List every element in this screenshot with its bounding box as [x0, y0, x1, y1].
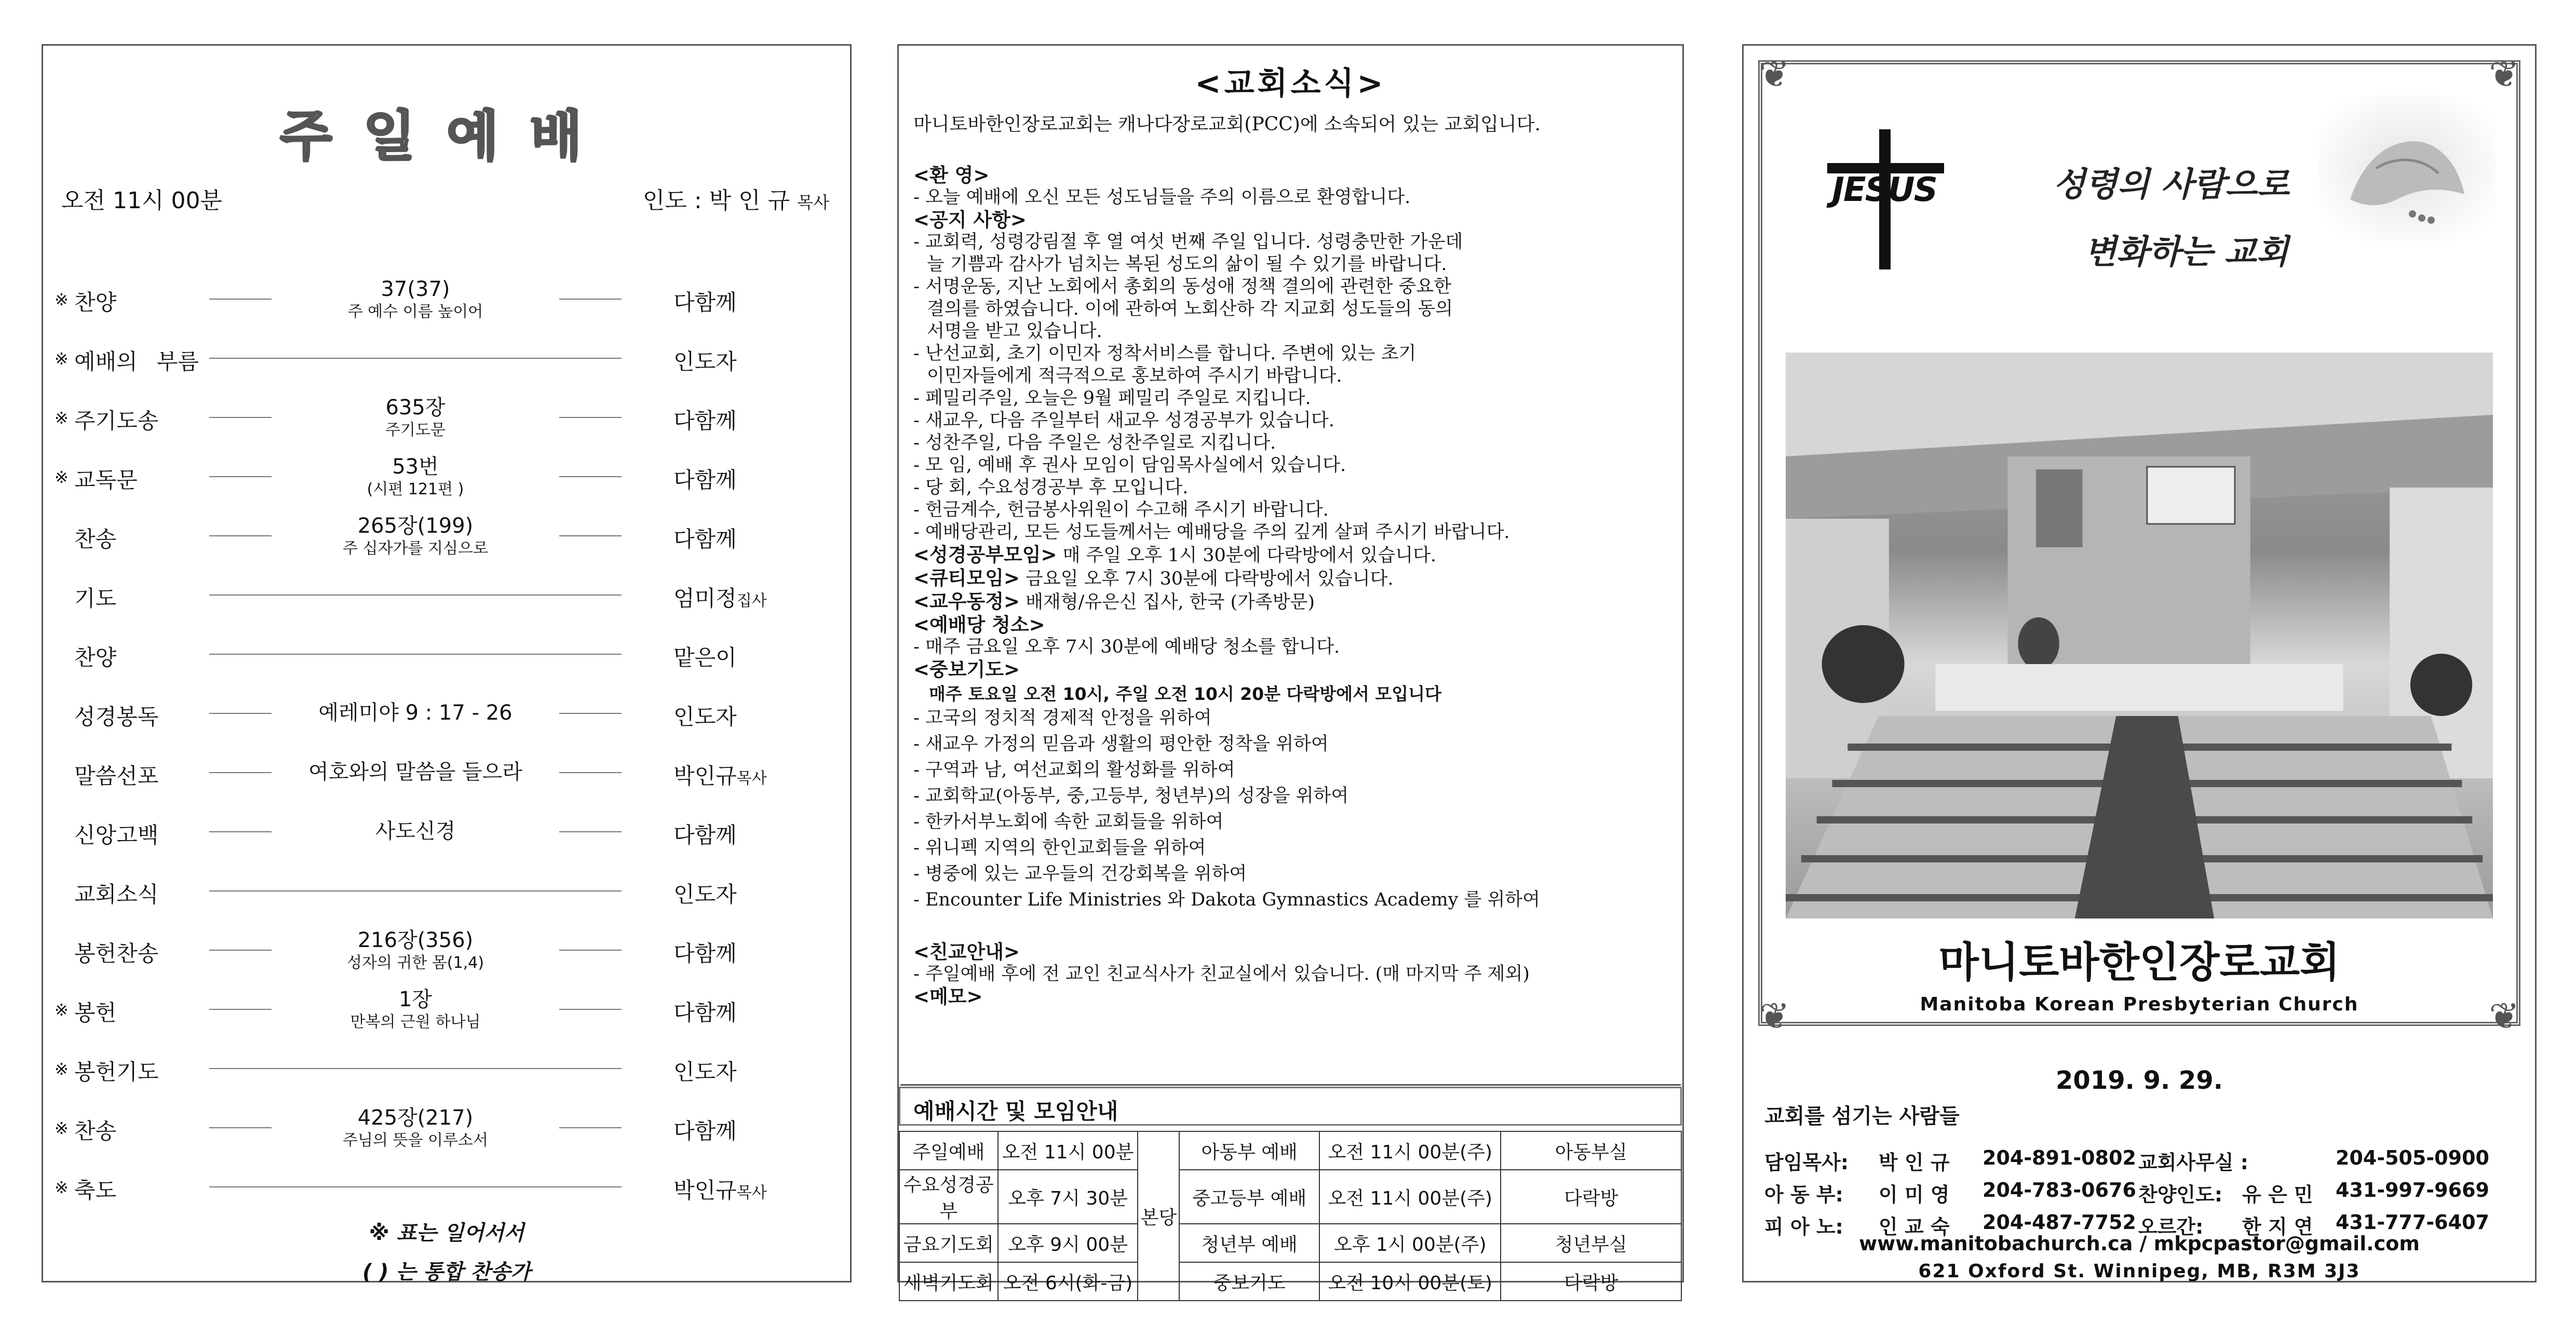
order-item-name: 찬송 — [74, 1118, 117, 1144]
corner-ornament-icon: ❦ — [2489, 53, 2519, 96]
notice-item: - 난선교회, 초기 이민자 정착서비스를 합니다. 주변에 있는 초기 — [913, 343, 1417, 364]
order-item-main: 여호와의 말씀을 들으라 — [308, 760, 522, 784]
standing-mark: ※ — [55, 290, 69, 309]
order-row — [43, 333, 850, 385]
leader-line — [559, 299, 622, 300]
cleaning-heading: <예배당 청소> — [913, 614, 1045, 636]
order-item-sub: 주기도문 — [385, 421, 446, 439]
order-item-name: 교독문 — [74, 467, 138, 493]
schedule-table — [899, 1131, 1682, 1301]
schedule-row — [899, 1224, 1681, 1262]
slogan-line-1: 성령의 사람으로 — [2053, 166, 2290, 204]
order-item-detail — [272, 809, 559, 844]
worship-leader-title: 목사 — [797, 193, 829, 212]
order-item-name: 예배의 부름 — [74, 349, 199, 374]
standing-mark: ※ — [55, 349, 69, 369]
member-heading: <교우동정> — [913, 590, 1020, 613]
meeting-time: 오후 1시 00분(주) — [1319, 1224, 1501, 1262]
order-item-main: 1장 — [398, 988, 433, 1011]
staff-role: 교회사무실 : — [2138, 1151, 2248, 1174]
staff-role: 찬양인도: — [2138, 1183, 2223, 1206]
schedule-row — [899, 1170, 1681, 1224]
leader-line — [559, 831, 622, 832]
notice-item: 서명을 받고 있습니다. — [927, 321, 1102, 342]
qt-meeting — [913, 567, 1670, 590]
order-item-detail — [272, 513, 559, 559]
order-item-detail — [272, 691, 559, 726]
leader-line — [209, 1068, 622, 1069]
order-item-sub: 성자의 귀한 몸(1,4) — [346, 954, 484, 972]
staff-name: 한 지 연 — [2242, 1215, 2313, 1238]
person-name: 다함께 — [673, 1118, 737, 1144]
order-item-name: 찬송 — [74, 526, 117, 552]
leader-line — [209, 417, 272, 418]
person-name: 다함께 — [673, 290, 737, 315]
leader-line — [209, 950, 272, 951]
corner-ornament-icon: ❦ — [1759, 53, 1790, 96]
staff-name: 인 교 숙 — [1879, 1215, 1950, 1238]
prayer-item: - Encounter Life Ministries 와 Dakota Gymnastics Academy 를 위하여 — [913, 889, 1540, 910]
person-name: 인도자 — [673, 349, 737, 374]
prayer-item: - 구역과 남, 여선교회의 활성화를 위하여 — [913, 760, 1235, 780]
person-name: 다함께 — [673, 408, 737, 434]
leader-line — [209, 890, 622, 891]
meeting-name: 중보기도 — [1179, 1262, 1319, 1301]
order-row — [43, 807, 850, 859]
order-item-sub: 주 예수 이름 높이어 — [347, 303, 483, 321]
order-item-main: 265장(199) — [357, 514, 474, 538]
meeting-place: 아동부실 — [1501, 1131, 1681, 1170]
person-name: 인도자 — [673, 882, 737, 907]
meeting-name: 수요성경공부 — [899, 1170, 998, 1224]
person-name: 다함께 — [673, 467, 737, 493]
sanctuary-image-icon — [1786, 353, 2493, 918]
notice-item: 이민자들에게 적극적으로 홍보하여 주시기 바랍니다. — [927, 366, 1342, 386]
person-title: 집사 — [736, 592, 767, 610]
staff-name: 유 은 민 — [2242, 1183, 2313, 1206]
staff-role: 담임목사: — [1764, 1151, 1849, 1174]
order-item-person — [673, 582, 829, 613]
order-item-detail — [272, 927, 559, 973]
order-item-name: 성경봉독 — [74, 704, 159, 729]
slogan-line-2: 변화하는 교회 — [2084, 233, 2289, 272]
order-item-person — [673, 404, 829, 435]
welcome-text: - 오늘 예배에 오신 모든 성도님들을 주의 이름으로 환영합니다. — [913, 187, 1411, 208]
meeting-time: 오전 11시 00분(주) — [1319, 1170, 1501, 1224]
meeting-time: 오전 6시(화-금) — [998, 1262, 1138, 1301]
prayer-meeting-time: 매주 토요일 오전 10시, 주일 오전 10시 20분 다락방에서 모입니다 — [929, 684, 1441, 704]
leader-line — [209, 535, 272, 536]
person-name: 엄미정 — [673, 586, 737, 611]
schedule-row — [899, 1131, 1681, 1170]
order-row — [43, 866, 850, 918]
order-row — [43, 511, 850, 563]
meeting-place: 본당 — [1138, 1131, 1179, 1301]
order-item-person — [673, 818, 829, 849]
order-item-name: 찬양 — [74, 290, 117, 315]
order-row — [43, 748, 850, 800]
order-item-sub: (시편 121편 ) — [367, 480, 464, 498]
notice-item: - 헌금계수, 헌금봉사위원이 수고해 주시기 바랍니다. — [913, 499, 1329, 520]
staff-phone: 204-783-0676 — [1982, 1179, 2136, 1201]
person-name: 다함께 — [673, 526, 737, 552]
order-item-detail — [272, 750, 559, 785]
bible-study — [913, 544, 1670, 567]
news-body — [913, 113, 1670, 1008]
fellowship-heading: <친교안내> — [913, 941, 1020, 963]
order-item-person — [673, 286, 829, 317]
leader-line — [559, 476, 622, 477]
person-name: 인도자 — [673, 704, 737, 729]
leader-line — [559, 1127, 622, 1128]
memo-heading: <메모> — [913, 985, 983, 1008]
order-item-detail — [272, 454, 559, 499]
prayer-item: - 위니펙 지역의 한인교회들을 위하여 — [913, 837, 1206, 858]
notice-item: - 페밀리주일, 오늘은 9월 페밀리 주일로 지킵니다. — [913, 388, 1311, 409]
notice-item: - 서명운동, 지난 노회에서 총회의 동성애 정책 결의에 관련한 중요한 — [913, 276, 1451, 297]
order-row — [43, 925, 850, 977]
meeting-time: 오후 9시 00분 — [998, 1224, 1138, 1262]
person-name: 인도자 — [673, 1059, 737, 1085]
fellowship-text: - 주일예배 후에 전 교인 친교식사가 친교실에서 있습니다. (매 마지막 주 제외) — [913, 964, 1530, 984]
leader-line — [209, 831, 272, 832]
order-item-name: 교회소식 — [74, 882, 159, 907]
leader-line — [559, 713, 622, 714]
meeting-name: 청년부 예배 — [1179, 1224, 1319, 1262]
order-item-main: 53번 — [392, 455, 439, 479]
order-row — [43, 629, 850, 681]
order-row — [43, 570, 850, 622]
meeting-time: 오전 11시 00분 — [998, 1131, 1138, 1170]
standing-mark: ※ — [55, 1000, 69, 1020]
staff-phone: 431-997-9669 — [2336, 1179, 2489, 1201]
leader-line — [209, 476, 272, 477]
notice-item: - 당 회, 수요성경공부 후 모입니다. — [913, 477, 1189, 498]
meeting-place: 청년부실 — [1501, 1224, 1681, 1262]
contact-web: www.manitobachurch.ca / mkpcpastor@gmail.com — [1859, 1232, 2420, 1255]
person-title: 목사 — [736, 1184, 767, 1202]
order-row — [43, 393, 850, 444]
staff-phone: 204-891-0802 — [1982, 1146, 2136, 1169]
notice-item: - 교회력, 성령강림절 후 열 여섯 번째 주일 입니다. 성령충만한 가운데 — [913, 232, 1463, 252]
order-item-main: 37(37) — [381, 277, 450, 301]
news-section — [900, 46, 1681, 1086]
person-name: 다함께 — [673, 1000, 737, 1025]
order-row — [43, 1162, 850, 1214]
leader-line — [209, 713, 272, 714]
order-item-name: 말씀선포 — [74, 763, 159, 789]
order-item-detail — [272, 1105, 559, 1151]
staff-phone: 204-505-0900 — [2336, 1146, 2489, 1169]
prayer-item: - 한카서부노회에 속한 교회들을 위하여 — [913, 812, 1224, 832]
prayer-item: - 병중에 있는 교우들의 건강회복을 위하여 — [913, 863, 1247, 884]
leader-line — [209, 772, 272, 773]
church-name-english: Manitoba Korean Presbyterian Church — [1920, 994, 2359, 1015]
staff-phone: 431-777-6407 — [2336, 1211, 2489, 1234]
order-item-name: 봉헌기도 — [74, 1059, 159, 1085]
worship-time: 오전 11시 00분 — [61, 187, 222, 214]
staff-role: 아 동 부: — [1764, 1183, 1843, 1206]
order-row — [43, 1044, 850, 1096]
sanctuary-photo — [1786, 353, 2493, 918]
order-item-person — [673, 1114, 829, 1145]
prayer-list — [913, 707, 1670, 911]
leader-line — [209, 1186, 622, 1187]
leader-line — [209, 358, 622, 359]
order-row — [43, 452, 850, 504]
order-item-person — [673, 759, 829, 790]
meeting-name: 새벽기도회 — [899, 1262, 998, 1301]
order-item-person — [673, 641, 829, 672]
leader-line — [559, 950, 622, 951]
leader-line — [209, 1127, 272, 1128]
order-item-main: 635장 — [385, 396, 446, 420]
order-item-name: 주기도송 — [74, 408, 159, 434]
notice-heading: <공지 사항> — [913, 209, 1027, 231]
qt-text: 금요일 오후 7시 30분에 다락방에서 있습니다. — [1019, 569, 1394, 589]
order-item-person — [673, 463, 829, 494]
logo-text: JESUS — [1832, 171, 1937, 209]
person-name: 다함께 — [673, 941, 737, 966]
order-row — [43, 274, 850, 326]
person-name: 맡은이 — [673, 645, 737, 670]
notice-item: - 예배당관리, 모든 성도들께서는 예배당을 주의 깊게 살펴 주시기 바랍니다. — [913, 522, 1510, 543]
praying-hands-icon — [2319, 96, 2496, 241]
schedule-row — [899, 1262, 1681, 1301]
schedule-title: 예배시간 및 모임안내 — [913, 1099, 1118, 1124]
person-name: 박인규 — [673, 1178, 737, 1203]
order-item-detail — [272, 276, 559, 322]
meeting-name: 주일예배 — [899, 1131, 998, 1170]
corner-ornament-icon: ❦ — [2489, 995, 2519, 1037]
order-item-person — [673, 522, 829, 553]
member-news — [913, 590, 1670, 614]
bible-study-heading: <성경공부모임> — [913, 544, 1057, 566]
staff-phone: 204-487-7752 — [1982, 1211, 2136, 1234]
leader-line — [559, 1009, 622, 1010]
order-item-main: 216장(356) — [357, 928, 474, 952]
order-item-main: 예레미야 9 : 17 - 26 — [318, 701, 512, 725]
meeting-name: 아동부 예배 — [1179, 1131, 1319, 1170]
meeting-time: 오전 11시 00분(주) — [1319, 1131, 1501, 1170]
order-item-sub: 만복의 근원 하나님 — [350, 1013, 481, 1031]
order-item-main: 사도신경 — [375, 819, 456, 843]
spacer — [913, 915, 1670, 941]
notice-item: - 새교우, 다음 주일부터 새교우 성경공부가 있습니다. — [913, 410, 1334, 431]
order-item-person — [673, 1055, 829, 1086]
notice-item: - 성찬주일, 다음 주일은 성찬주일로 지킵니다. — [913, 433, 1276, 453]
leader-line — [209, 654, 622, 655]
member-text: 배재형/유은신 집사, 한국 (가족방문) — [1019, 592, 1315, 613]
staff-name: 박 인 규 — [1879, 1151, 1950, 1174]
church-name: 마니토바한인장로교회 — [1938, 938, 2340, 987]
order-item-name: 신앙고백 — [74, 822, 159, 848]
news-intro: 마니토바한인장로교회는 캐나다장로교회(PCC)에 소속되어 있는 교회입니다. — [913, 114, 1541, 135]
order-row — [43, 1103, 850, 1155]
meeting-place: 다락방 — [1501, 1170, 1681, 1224]
order-row — [43, 984, 850, 1036]
order-item-detail — [272, 987, 559, 1032]
staff-role: 오르간: — [2138, 1215, 2204, 1238]
meeting-name: 금요기도회 — [899, 1224, 998, 1262]
leader-line — [559, 535, 622, 536]
person-title: 목사 — [736, 769, 767, 788]
meeting-name: 중고등부 예배 — [1179, 1170, 1319, 1224]
order-item-main: 425장(217) — [357, 1106, 474, 1130]
order-item-name: 찬양 — [74, 645, 117, 670]
order-item-person — [673, 877, 829, 909]
worship-leader-label: 인도 : 박 인 규 — [642, 187, 790, 214]
servants-label: 교회를 섬기는 사람들 — [1764, 1104, 1960, 1128]
prayer-item: - 고국의 정치적 경제적 안정을 위하여 — [913, 708, 1212, 728]
standing-mark: ※ — [55, 1059, 69, 1079]
news-panel — [897, 44, 1684, 1294]
notice-list — [913, 231, 1670, 544]
worship-panel — [42, 44, 852, 1282]
meeting-place: 다락방 — [1501, 1262, 1681, 1301]
order-item-name: 축도 — [74, 1178, 117, 1203]
bible-study-text: 매 주일 오후 1시 30분에 다락방에서 있습니다. — [1057, 545, 1437, 566]
order-item-sub: 주 십자가를 지심으로 — [343, 539, 488, 558]
prayer-item: - 교회학교(아동부, 중,고등부, 청년부)의 성장을 위하여 — [913, 786, 1349, 806]
leader-line — [559, 772, 622, 773]
qt-heading: <큐티모임> — [913, 567, 1020, 589]
leader-line — [209, 299, 272, 300]
corner-ornament-icon: ❦ — [1759, 995, 1790, 1037]
order-item-name: 봉헌찬송 — [74, 941, 159, 966]
order-item-person — [673, 345, 829, 376]
cover-panel — [1742, 44, 2537, 1282]
order-item-person — [673, 996, 829, 1027]
order-item-name: 기도 — [74, 586, 117, 611]
standing-note: ※ 표는 일어서서 — [369, 1221, 524, 1245]
leader-line — [209, 1009, 272, 1010]
notice-item: 결의를 하였습니다. 이에 관하여 노회산하 각 지교회 성도들의 동의 — [927, 299, 1453, 319]
staff-name: 이 미 영 — [1879, 1183, 1950, 1206]
welcome-heading: <환 영> — [913, 164, 990, 186]
standing-mark: ※ — [55, 1118, 69, 1138]
standing-mark: ※ — [55, 408, 69, 428]
staff-role: 피 아 노: — [1764, 1215, 1843, 1238]
news-title: <교회소식> — [1195, 65, 1386, 102]
order-item-person — [673, 700, 829, 731]
order-item-name: 봉헌 — [74, 1000, 117, 1025]
worship-leader — [643, 182, 829, 215]
schedule-title-box — [899, 1087, 1682, 1126]
church-logo — [1817, 114, 1952, 269]
ornate-frame — [1758, 53, 2520, 1037]
order-item-person — [673, 1173, 829, 1205]
standing-mark: ※ — [55, 467, 69, 487]
bulletin-date: 2019. 9. 29. — [2056, 1066, 2223, 1095]
leader-line — [209, 595, 622, 596]
person-name: 다함께 — [673, 822, 737, 848]
hymn-note: ( ) 는 통합 찬송가 — [362, 1260, 531, 1284]
prayer-heading: <중보기도> — [913, 658, 1020, 681]
person-name: 박인규 — [673, 763, 737, 789]
order-item-person — [673, 937, 829, 968]
prayer-item: - 새교우 가정의 믿음과 생활의 평안한 정착을 위하여 — [913, 734, 1329, 754]
order-item-detail — [272, 395, 559, 440]
notice-item: - 모 임, 예배 후 권사 모임이 담임목사실에서 있습니다. — [913, 455, 1346, 476]
order-item-sub: 주님의 뜻을 이루소서 — [343, 1131, 488, 1150]
notice-item: 늘 기쁨과 감사가 넘치는 복된 성도의 삶이 될 수 있기를 바랍니다. — [927, 254, 1447, 275]
church-address: 621 Oxford St. Winnipeg, MB, R3M 3J3 — [1918, 1261, 2361, 1282]
meeting-time: 오전 10시 00분(토) — [1319, 1262, 1501, 1301]
cleaning-text: - 매주 금요일 오후 7시 30분에 예배당 청소를 합니다. — [913, 637, 1340, 657]
meeting-time: 오후 7시 30분 — [998, 1170, 1138, 1224]
worship-title: 주일예배 — [280, 104, 613, 168]
order-row — [43, 688, 850, 740]
leader-line — [559, 417, 622, 418]
standing-mark: ※ — [55, 1178, 69, 1197]
